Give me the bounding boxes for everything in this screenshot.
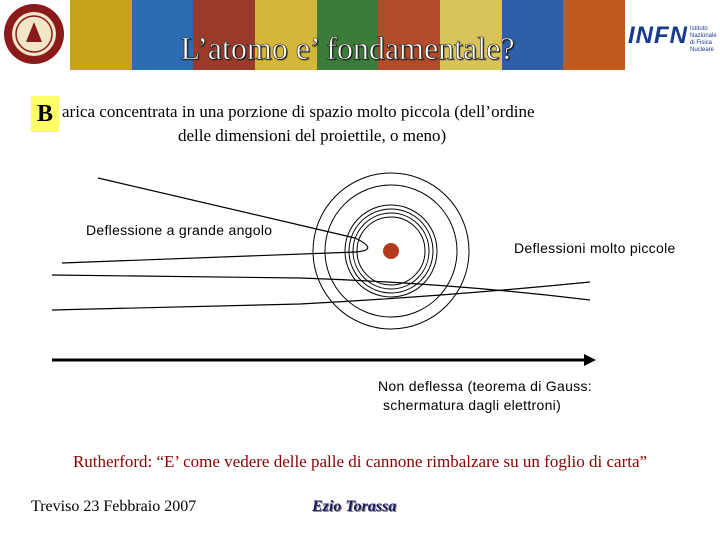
- slide-line-1: arica concentrata in una porzione di spazio molto piccola (dell’ordine: [62, 102, 535, 121]
- page-title: L’atomo e’ fondamentale?: [180, 30, 515, 66]
- trajectory-small-1: [52, 275, 590, 300]
- footer-place-date: Treviso 23 Febbraio 2007: [31, 498, 197, 515]
- slide-line-2: delle dimensioni del proiettile, o meno): [178, 126, 447, 145]
- rutherford-quote: Rutherford: “E’ come vedere delle palle di cannone rimbalzare su un foglio di carta”: [72, 452, 648, 471]
- trajectories: [52, 178, 590, 310]
- label-undeflected-1: Non deflessa (teorema di Gauss:: [378, 378, 592, 394]
- infn-logo-text: INFN: [628, 22, 688, 49]
- point-badge: B: [31, 96, 59, 132]
- infn-logo-sub2: di Fisica Nucleare: [690, 40, 715, 53]
- trajectory-large-angle: [62, 178, 368, 263]
- infn-logo-sub1: Istituto Nazionale: [690, 26, 717, 39]
- nucleus: [383, 243, 399, 259]
- label-large-angle: Deflessione a grande angolo: [86, 222, 273, 238]
- footer-author: Ezio Torassa: [312, 498, 397, 515]
- label-small-angle: Deflessioni molto piccole: [514, 240, 676, 256]
- label-undeflected-2: schermatura dagli elettroni): [383, 397, 562, 413]
- straight-trajectory: [52, 354, 596, 366]
